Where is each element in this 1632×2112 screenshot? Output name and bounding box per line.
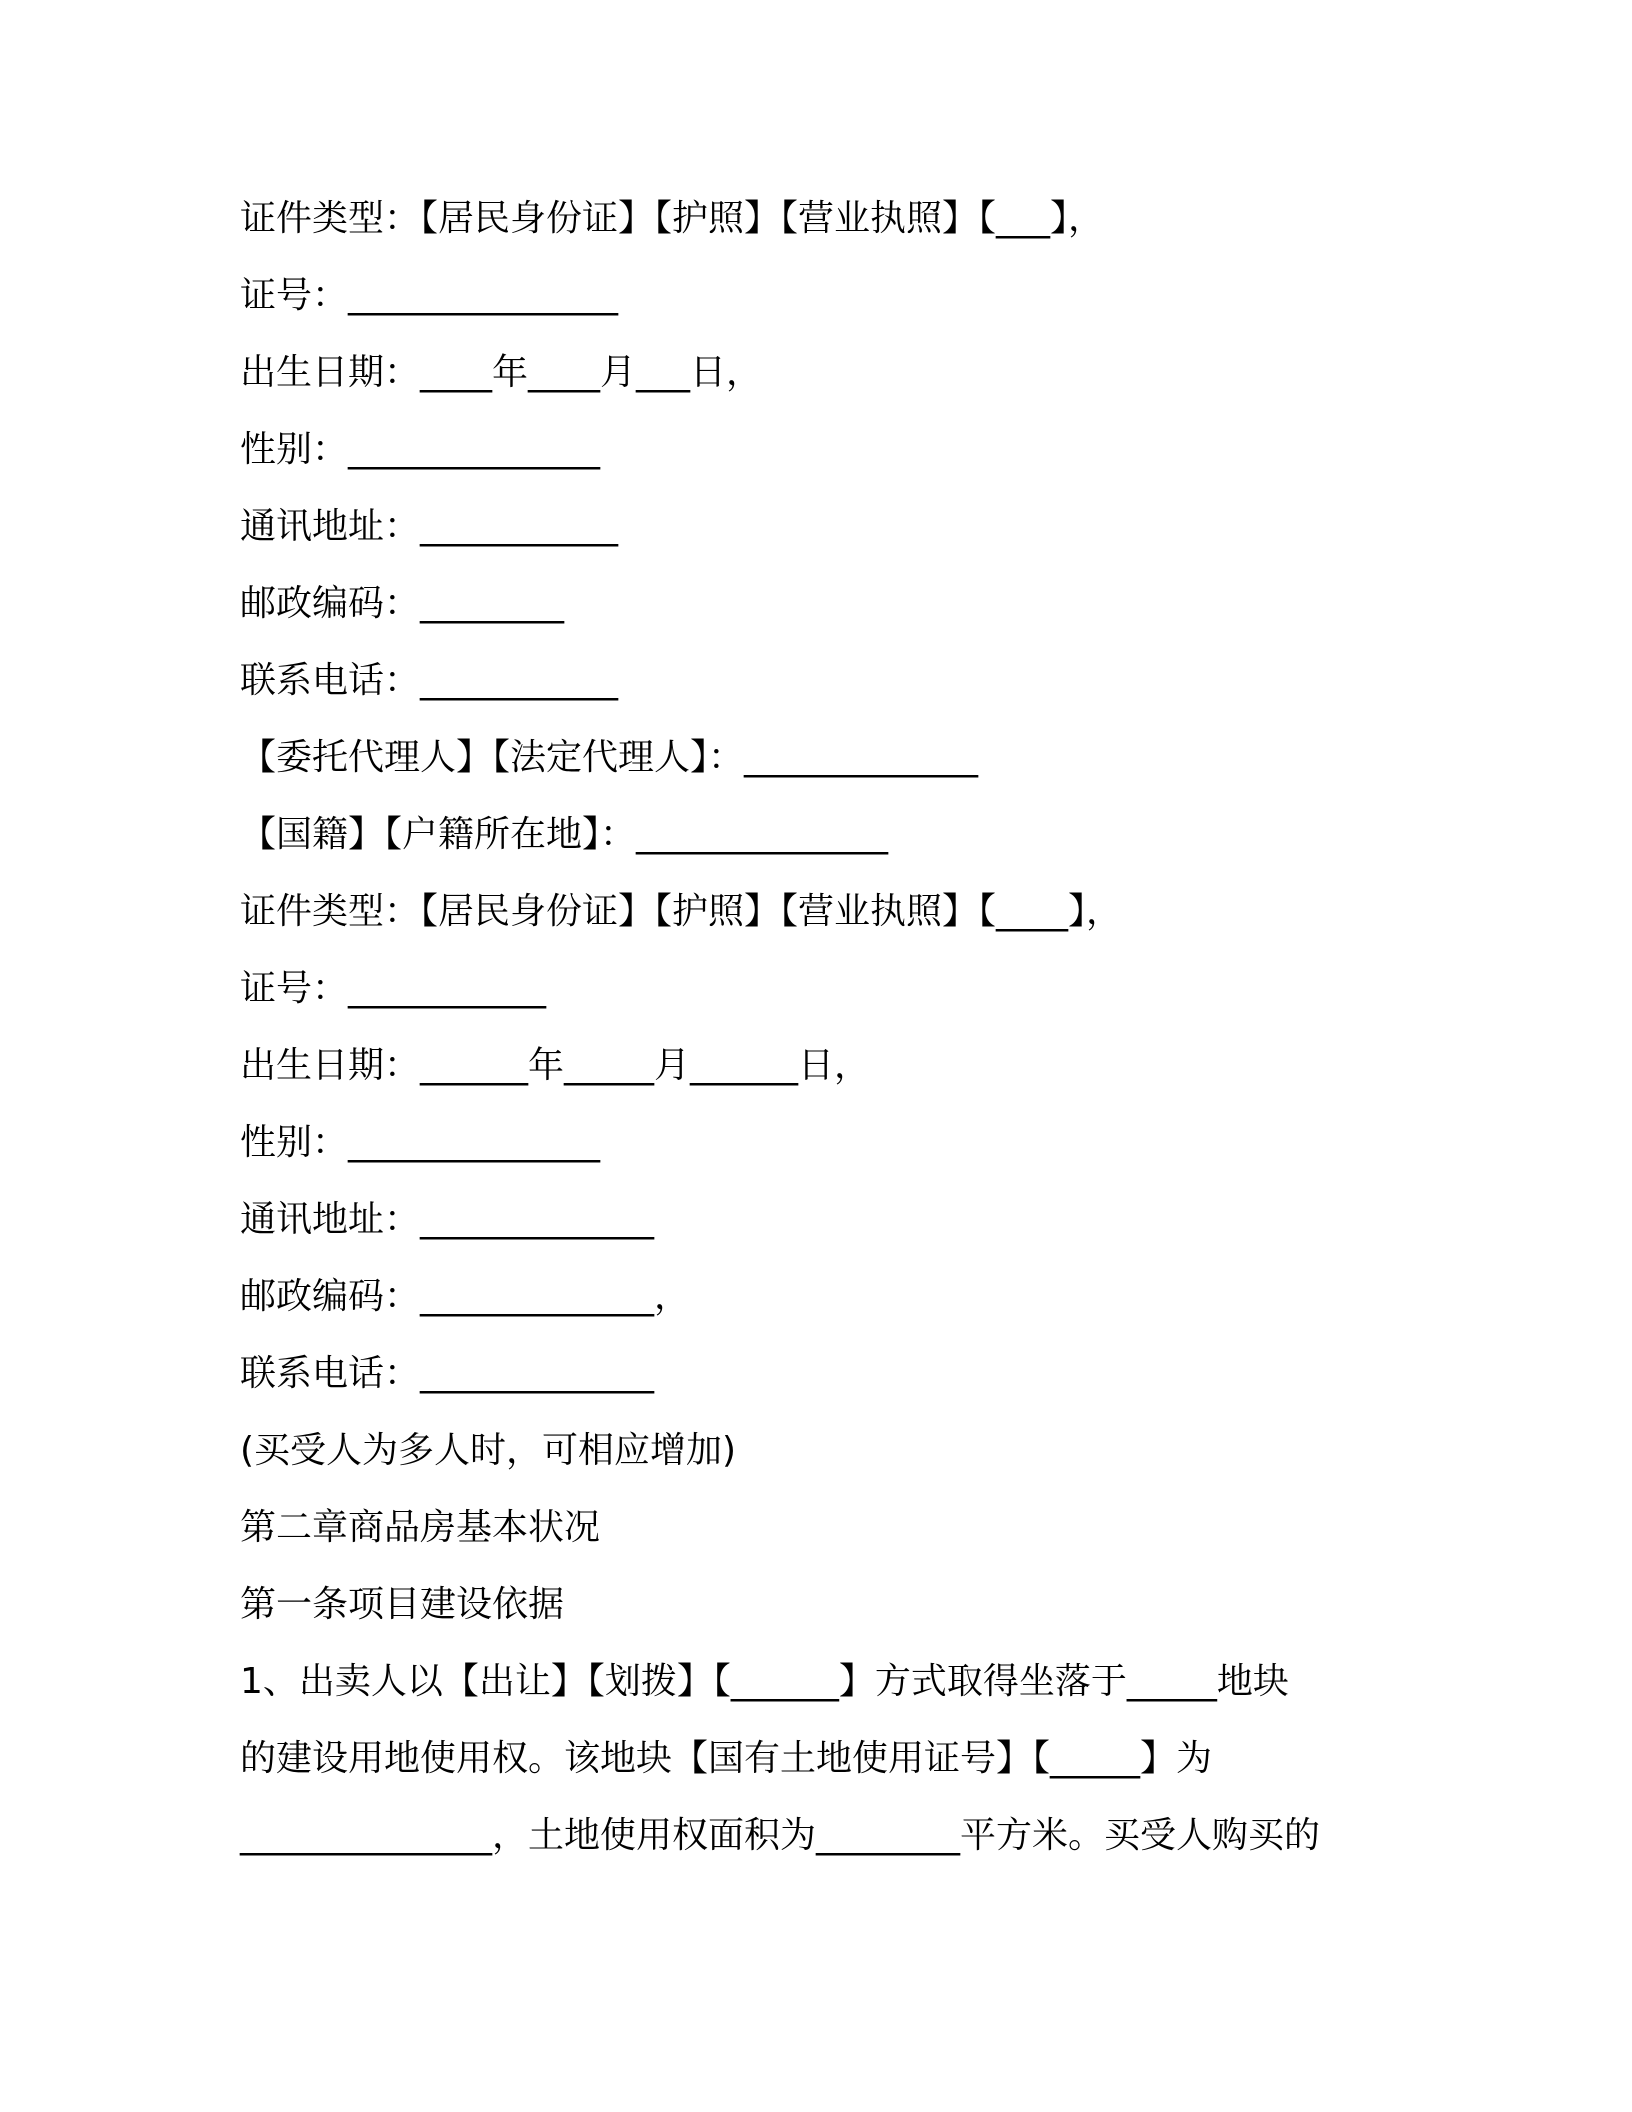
postal-code-line-1: 邮政编码：________ bbox=[240, 583, 565, 624]
paragraph-line-1: 1、出卖人以【出让】【划拨】【______】方式取得坐落于_____地块 bbox=[240, 1661, 1289, 1702]
birth-date-line-2: 出生日期：______年_____月______日， bbox=[240, 1045, 871, 1086]
id-number-line-1: 证号：_______________ bbox=[240, 275, 619, 316]
article-heading: 第一条项目建设依据 bbox=[240, 1584, 565, 1625]
phone-line-2: 联系电话：_____________ bbox=[240, 1353, 655, 1394]
phone-line-1: 联系电话：___________ bbox=[240, 660, 619, 701]
paragraph-line-2: 的建设用地使用权。该地块【国有土地使用证号】【_____】为 bbox=[240, 1738, 1213, 1779]
paragraph-line-3: ______________，土地使用权面积为________平方米。买受人购买的 bbox=[240, 1815, 1321, 1856]
postal-code-line-2: 邮政编码：_____________， bbox=[240, 1276, 691, 1317]
agent-line: 【委托代理人】【法定代理人】：_____________ bbox=[240, 737, 979, 778]
birth-date-line-1: 出生日期：____年____月___日， bbox=[240, 352, 763, 393]
gender-line-2: 性别：______________ bbox=[240, 1122, 601, 1163]
chapter-heading: 第二章商品房基本状况 bbox=[240, 1507, 601, 1548]
gender-line-1: 性别：______________ bbox=[240, 429, 601, 470]
id-number-line-2: 证号：___________ bbox=[240, 968, 547, 1009]
address-line-2: 通讯地址：_____________ bbox=[240, 1199, 655, 1240]
id-type-line-2: 证件类型：【居民身份证】【护照】【营业执照】【____】， bbox=[240, 891, 1123, 932]
note-line: (买受人为多人时，可相应增加) bbox=[240, 1430, 737, 1471]
nationality-line: 【国籍】【户籍所在地】：______________ bbox=[240, 814, 889, 855]
id-type-line-1: 证件类型：【居民身份证】【护照】【营业执照】【___】， bbox=[240, 198, 1105, 239]
address-line-1: 通讯地址：___________ bbox=[240, 506, 619, 547]
